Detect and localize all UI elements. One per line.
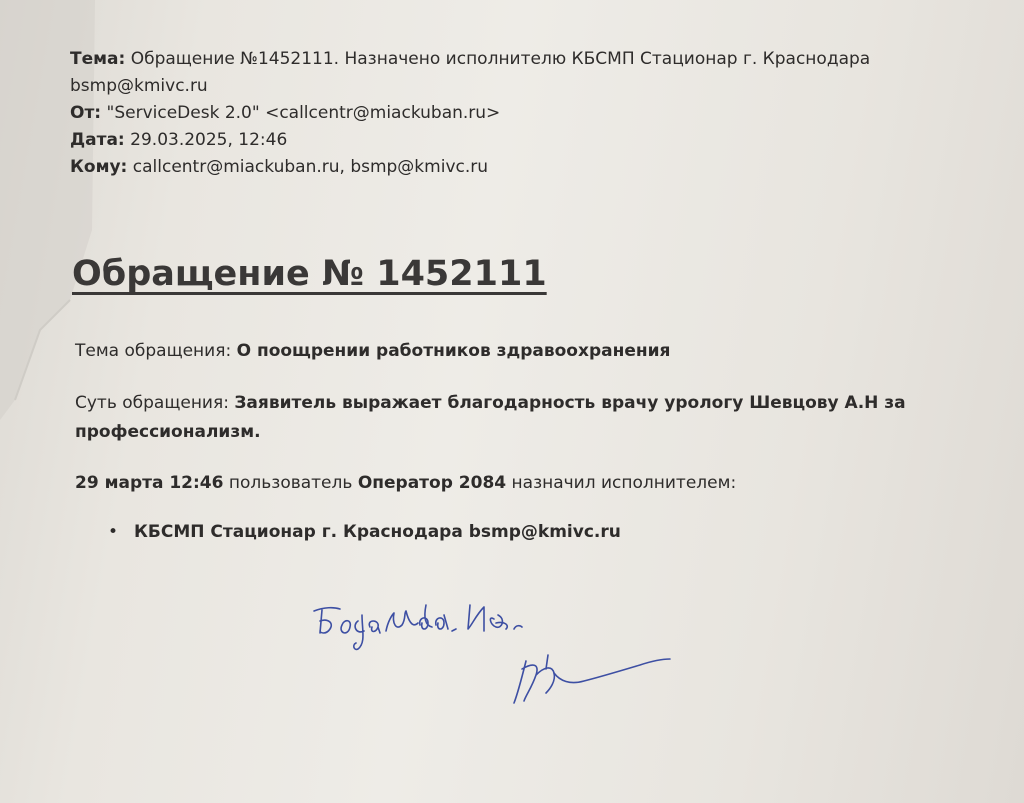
date-value: 29.03.2025, 12:46 xyxy=(130,130,288,150)
signature-name-stroke xyxy=(436,615,448,629)
signature-name-stroke xyxy=(354,615,364,649)
assignment-time: 29 марта 12:46 xyxy=(75,473,224,493)
executor-value: КБСМП Стационар г. Краснодара bsmp@kmivc.ru xyxy=(134,522,621,542)
subject-line xyxy=(70,46,990,73)
from-line xyxy=(70,100,990,127)
signature-name-stroke xyxy=(420,605,432,629)
subject-line-continued xyxy=(70,73,990,100)
essence-value: Заявитель выражает благодарность врачу урологу Шевцову А.Н за профессионализм. xyxy=(75,393,906,442)
signature-stroke xyxy=(546,655,548,669)
assignment-line xyxy=(75,469,945,498)
executor-list-item xyxy=(108,522,621,542)
to-label: Кому: xyxy=(70,157,128,177)
signature-name-stroke xyxy=(341,621,350,633)
from-value: "ServiceDesk 2.0" <callcentr@miackuban.ru> xyxy=(106,103,501,123)
signature-name-stroke xyxy=(386,611,418,631)
to-line xyxy=(70,154,990,181)
essence-label: Суть обращения: xyxy=(75,393,229,413)
topic-line xyxy=(75,337,945,366)
signature-name-stroke xyxy=(452,605,507,631)
subject-label: Тема: xyxy=(70,49,126,69)
assignment-user: Оператор 2084 xyxy=(357,473,507,493)
handwritten-signature xyxy=(300,585,680,725)
topic-label: Тема обращения: xyxy=(75,341,232,361)
email-header xyxy=(70,46,990,181)
subject-value-continued: bsmp@kmivc.ru xyxy=(70,76,208,96)
subject-value: Обращение №1452111. Назначено исполнителю КБСМП Стационар г. Краснодара xyxy=(130,49,871,69)
to-value: callcentr@miackuban.ru, bsmp@kmivc.ru xyxy=(132,157,489,177)
signature-name-stroke xyxy=(314,608,340,633)
essence-line xyxy=(75,389,945,447)
date-line xyxy=(70,127,990,154)
signature-initials-stroke xyxy=(514,626,522,629)
assignment-text-1: пользователь xyxy=(228,473,353,493)
bullet-icon: • xyxy=(108,522,119,542)
assignment-text-2: назначил исполнителем: xyxy=(511,473,737,493)
topic-value: О поощрении работников здравоохранения xyxy=(236,341,671,361)
request-title: Обращение № 1452111 xyxy=(72,254,547,294)
signature-stroke xyxy=(554,659,670,683)
date-label: Дата: xyxy=(70,130,125,150)
signature-name-stroke xyxy=(369,621,380,633)
signature-stroke xyxy=(514,661,554,703)
from-label: От: xyxy=(70,103,102,123)
